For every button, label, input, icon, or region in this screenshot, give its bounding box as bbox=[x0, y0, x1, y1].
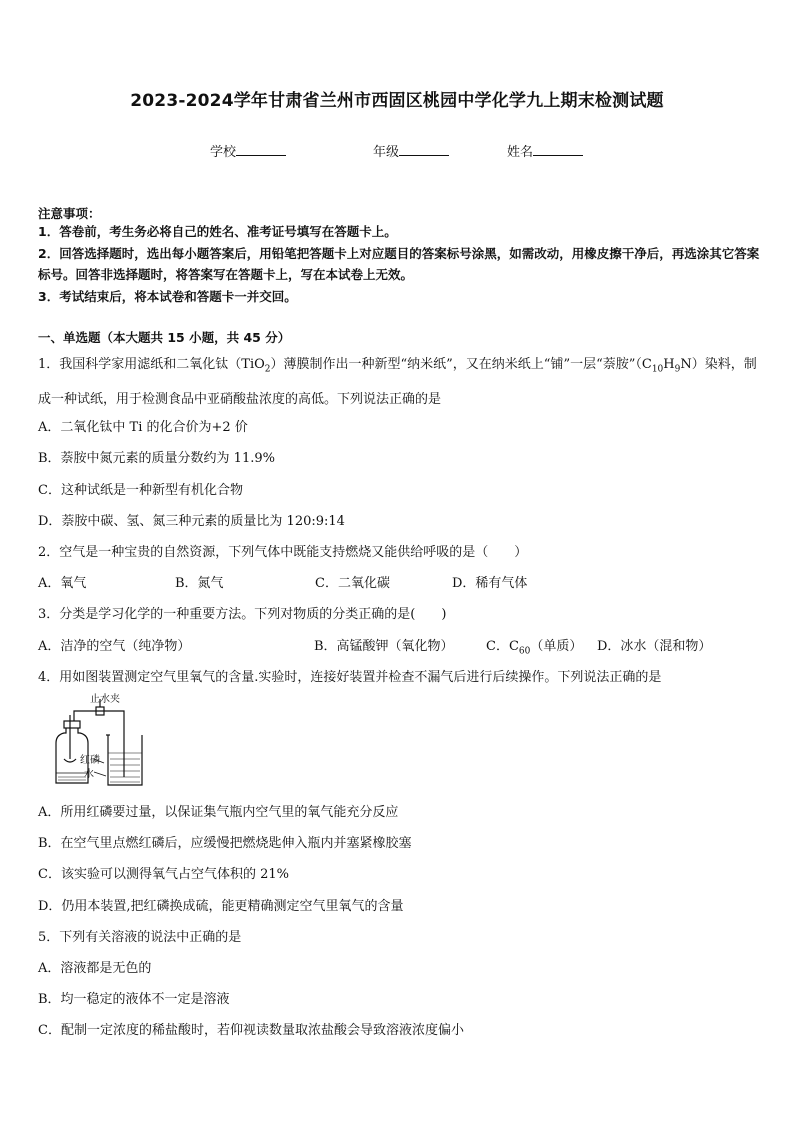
question-3-option-c[interactable]: C．$C_{60}$（单质） bbox=[486, 639, 583, 657]
school-label: 学校 bbox=[210, 145, 237, 160]
question-4-option-b[interactable]: B．在空气里点燃红磷后，应缓慢把燃烧匙伸入瓶内并塞紧橡胶塞 bbox=[38, 836, 412, 851]
grade-label: 年级 bbox=[373, 145, 400, 160]
question-4-stem: 4．用如图装置测定空气里氧气的含量.实验时，连接好装置并检查不漏气后进行后续操作。下列说法正确的是 bbox=[38, 670, 662, 685]
question-5-option-b[interactable]: B．均一稳定的液体不一定是溶液 bbox=[38, 992, 230, 1007]
notice-item-3: 3．考试结束后，将本试卷和答题卡一并交回。 bbox=[38, 289, 297, 304]
question-3-option-a[interactable]: A．洁净的空气（纯净物） bbox=[38, 639, 191, 654]
question-4-option-a[interactable]: A．所用红磷要过量，以保证集气瓶内空气里的氧气能充分反应 bbox=[38, 805, 399, 820]
name-blank[interactable] bbox=[533, 143, 583, 156]
notice-item-2: 2．回答选择题时，选出每小题答案后，用铅笔把答题卡上对应题目的答案标号涂黑，如需改动，用橡皮擦干净后，再选涂其它答案标号。回答非选择题时，将答案写在答题卡上，写在本试卷上无效。 bbox=[38, 246, 760, 282]
question-1-option-a[interactable]: A．二氧化钛中 Ti 的化合价为+2 价 bbox=[38, 420, 248, 435]
question-4-option-c[interactable]: C．该实验可以测得氧气占空气体积的 21% bbox=[38, 867, 289, 882]
grade-field bbox=[373, 141, 449, 160]
apparatus-figure bbox=[44, 693, 152, 793]
name-label: 姓名 bbox=[507, 145, 534, 160]
school-field bbox=[210, 141, 286, 160]
question-2-option-d[interactable]: D．稀有气体 bbox=[452, 576, 528, 591]
figure-label-phosphorus: 红磷 bbox=[80, 755, 100, 766]
question-2-option-b[interactable]: B．氮气 bbox=[175, 576, 224, 591]
question-3-option-b[interactable]: B．高锰酸钾（氧化物） bbox=[314, 639, 454, 654]
question-5-option-a[interactable]: A．溶液都是无色的 bbox=[38, 961, 152, 976]
school-blank[interactable] bbox=[236, 143, 286, 156]
question-5-stem: 5．下列有关溶液的说法中正确的是 bbox=[38, 930, 242, 945]
notice-item-1: 1．答卷前，考生务必将自己的姓名、准考证号填写在答题卡上。 bbox=[38, 224, 397, 239]
question-1-option-d[interactable]: D．萘胺中碳、氢、氮三种元素的质量比为 120:9:14 bbox=[38, 514, 345, 529]
question-3-stem: 3．分类是学习化学的一种重要方法。下列对物质的分类正确的是( ) bbox=[38, 607, 447, 622]
figure-label-clamp: 止水夹 bbox=[90, 694, 120, 705]
section-title: 一、单选题（本大题共 15 小题，共 45 分） bbox=[38, 330, 291, 345]
notice-heading: 注意事项： bbox=[38, 206, 101, 221]
question-2-option-a[interactable]: A．氧气 bbox=[38, 576, 87, 591]
name-field bbox=[507, 141, 583, 160]
question-5-option-c[interactable]: C．配制一定浓度的稀盐酸时，若仰视读数量取浓盐酸会导致溶液浓度偏小 bbox=[38, 1023, 464, 1038]
question-1-option-b[interactable]: B．萘胺中氮元素的质量分数约为 11.9% bbox=[38, 451, 275, 466]
question-2-option-c[interactable]: C．二氧化碳 bbox=[315, 576, 390, 591]
question-4-option-d[interactable]: D．仍用本装置,把红磷换成硫，能更精确测定空气里氧气的含量 bbox=[38, 899, 404, 914]
figure-label-water: 水 bbox=[84, 769, 94, 780]
question-1-stem: 1．我国科学家用滤纸和二氧化钛（TiO$_2$）薄膜制作出一种新型“纳米纸”，又在纳米纸上“铺”一层“萘胺$”(C_{10}H_9N)$染料，制成一种试纸，用于检测食品中亚硝酸盐浓度的高低。下列说法正确的是 bbox=[38, 357, 757, 407]
question-2-stem: 2．空气是一种宝贵的自然资源，下列气体中既能支持燃烧又能供给呼吸的是（ ） bbox=[38, 545, 528, 560]
question-1-option-c[interactable]: C．这种试纸是一种新型有机化合物 bbox=[38, 483, 243, 498]
question-3-option-d[interactable]: D．冰水（混和物） bbox=[597, 639, 712, 654]
exam-title: 2023-2024学年甘肃省兰州市西固区桃园中学化学九上期末检测试题 bbox=[130, 91, 664, 111]
grade-blank[interactable] bbox=[399, 143, 449, 156]
